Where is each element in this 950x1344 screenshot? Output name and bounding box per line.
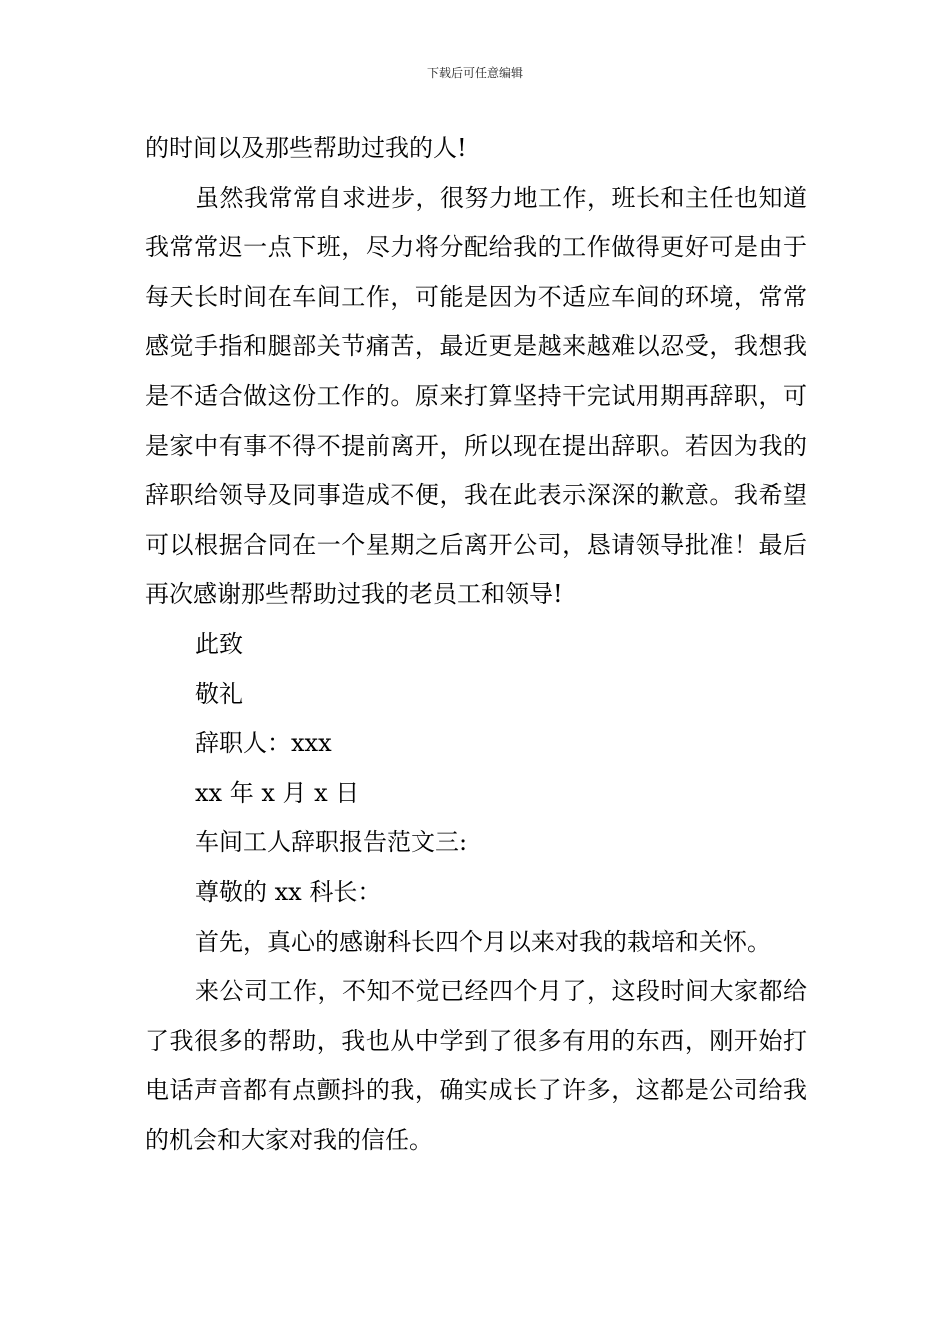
- signature-line: 辞职人：xxx: [195, 729, 332, 758]
- page-header: 下载后可任意编辑: [426, 66, 523, 80]
- closing-regards: 敬礼: [195, 679, 243, 708]
- paragraph-thanks: 首先，真心的感谢科长四个月以来对我的栽培和关怀。: [195, 927, 771, 956]
- paragraph-experience: 来公司工作，不知不觉已经四个月了，这段时间大家都给了我很多的帮助，我也从中学到了很多有用的东西，刚开始打电话声音都有点颤抖的我，确实成长了许多，这都是公司给我的机会和大家对我的信任。: [145, 977, 807, 1154]
- document-body: [145, 124, 807, 1165]
- paragraph-resignation-reason: 虽然我常常自求进步，很努力地工作，班长和主任也知道我常常迟一点下班，尽力将分配给我的工作做得更好可是由于每天长时间在车间工作，可能是因为不适应车间的环境，常常感觉手指和腿部关节痛苦，最近更是越来越难以忍受，我想我是不适合做这份工作的。原来打算坚持干完试用期再辞职，可是家中有事不得不提前离开，所以现在提出辞职。若因为我的辞职给领导及同事造成不便，我在此表示深深的歉意。我希望可以根据合同在一个星期之后离开公司，恳请领导批准！最后再次感谢那些帮助过我的老员工和领导!: [145, 183, 807, 609]
- date-line: xx 年 x 月 x 日: [195, 778, 360, 807]
- paragraph-continuation: 的时间以及那些帮助过我的人!: [145, 134, 467, 162]
- section-title: 车间工人辞职报告范文三:: [195, 828, 468, 857]
- closing-salutation: 此致: [195, 629, 243, 658]
- letter-greeting: 尊敬的 xx 科长：: [195, 877, 382, 906]
